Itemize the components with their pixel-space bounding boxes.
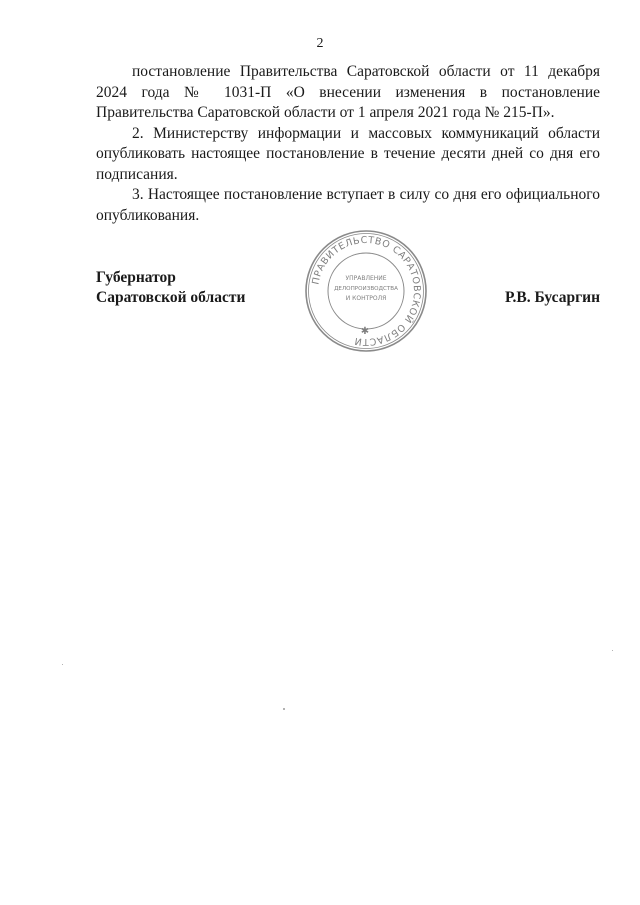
signatory-title-line2: Саратовской области [96, 289, 246, 306]
document-body [96, 62, 600, 226]
signatory-name: Р.В. Бусаргин [505, 289, 600, 306]
paragraph-item-3: 3. Настоящее постановление вступает в силу со дня его официального опубликования. [96, 186, 600, 224]
paragraph-item-2: 2. Министерству информации и массовых коммуникаций области опубликовать настоящее постановление в течение десяти дней со дня его подписания. [96, 124, 600, 183]
scan-speck [62, 664, 63, 665]
signature-row [96, 288, 600, 308]
stamp-center-line3: И КОНТРОЛЯ [345, 295, 387, 302]
page-number: 2 [316, 36, 324, 51]
stamp-star-icon: ✱ [360, 326, 370, 337]
signature-block [96, 268, 600, 308]
stamp-center-line2: ДЕЛОПРОИЗВОДСТВА [334, 286, 398, 292]
paragraph-continuation: постановление Правительства Саратовской области от 11 декабря 2024 года № 1031-П «О внесении изменения в постановление Правительства Саратовской области от 1 апреля 2021 года № 215-П». [96, 63, 600, 121]
stamp-ring-text: ПРАВИТЕЛЬСТВО САРАТОВСКОЙ ОБЛАСТИ [310, 234, 423, 348]
scan-speck [283, 708, 285, 710]
stamp-center-line1: УПРАВЛЕНИЕ [345, 275, 387, 282]
signatory-title-line1: Губернатор [96, 269, 176, 286]
scan-speck [612, 650, 613, 651]
